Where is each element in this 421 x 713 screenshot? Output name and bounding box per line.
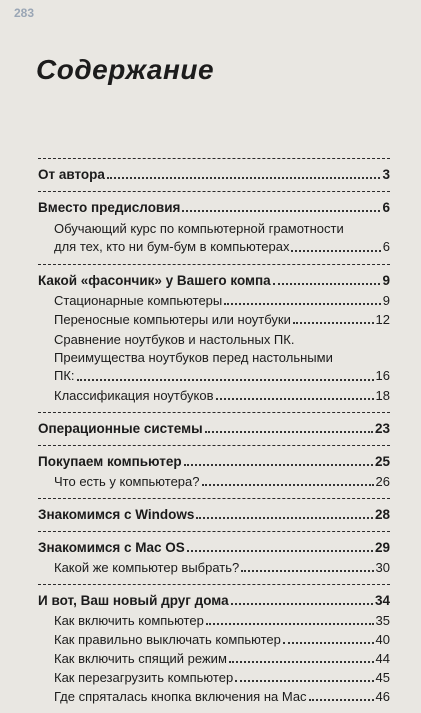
entry-title: Как включить спящий режим — [54, 651, 227, 666]
page-title: Содержание — [36, 54, 215, 85]
toc-section — [38, 264, 390, 412]
subsection-entry[interactable] — [38, 651, 390, 667]
entry-title: Операционные системы — [38, 421, 203, 436]
entry-title: Какой «фасончик» у Вашего компа — [38, 273, 271, 288]
entry-title: ПК: — [54, 368, 75, 383]
dot-leader — [202, 484, 374, 486]
dot-leader — [205, 431, 373, 433]
entry-title-line: Сравнение ноутбуков и настольных ПК. — [54, 332, 295, 347]
entry-title: Как включить компьютер — [54, 613, 204, 628]
entry-page: 46 — [375, 689, 390, 704]
entry-title: Вместо предисловия — [38, 200, 181, 215]
subsection-entry[interactable] — [38, 670, 390, 686]
entry-title: Стационарные компьютеры — [54, 293, 223, 308]
entry-page: 18 — [375, 388, 390, 403]
entry-title: Что есть у компьютера? — [54, 474, 200, 489]
entry-page: 29 — [374, 540, 390, 555]
entry-title: Классификация ноутбуков — [54, 388, 214, 403]
entry-page: 12 — [375, 312, 390, 327]
dot-leader — [107, 177, 381, 179]
entry-page: 40 — [375, 632, 390, 647]
toc-section — [38, 412, 390, 445]
dot-leader — [184, 464, 373, 466]
toc-section — [38, 498, 390, 531]
entry-title: Как правильно выключать компьютер — [54, 632, 281, 647]
entry-page: 6 — [382, 200, 390, 215]
dot-leader — [309, 699, 374, 701]
subsection-entry[interactable] — [38, 312, 390, 328]
subsection-entry[interactable] — [38, 293, 390, 309]
toc-section — [38, 191, 390, 264]
subsection-entry[interactable] — [38, 331, 390, 385]
entry-page: 16 — [375, 368, 390, 383]
dot-leader — [206, 623, 374, 625]
entry-page: 9 — [382, 293, 390, 308]
subsection-entry[interactable] — [38, 632, 390, 648]
entry-page: 45 — [375, 670, 390, 685]
dot-leader — [224, 303, 381, 305]
subsection-entry[interactable] — [38, 388, 390, 404]
dot-leader — [283, 642, 374, 644]
entry-last-line[interactable] — [54, 367, 390, 385]
dot-leader — [182, 210, 380, 212]
dot-leader — [273, 283, 381, 285]
subsection-entry[interactable] — [38, 560, 390, 576]
entry-page: 28 — [374, 507, 390, 522]
entry-title: Знакомимся с Windows — [38, 507, 195, 522]
page-number: 283 — [14, 6, 35, 20]
entry-title: Какой же компьютер выбрать? — [54, 560, 240, 575]
chapter-entry[interactable] — [38, 454, 390, 470]
entry-title: Покупаем компьютер — [38, 454, 182, 469]
entry-page: 34 — [374, 593, 390, 608]
entry-title-line: Преимущества ноутбуков перед настольными — [54, 350, 333, 365]
entry-title: для тех, кто ни бум-бум в компьютерах — [54, 239, 290, 254]
toc-section — [38, 584, 390, 713]
chapter-entry[interactable] — [38, 421, 390, 437]
subsection-entry[interactable] — [38, 613, 390, 629]
bleed-through-text — [238, 30, 241, 40]
entry-page: 6 — [382, 239, 390, 254]
chapter-entry[interactable] — [38, 507, 390, 523]
entry-last-line[interactable] — [54, 238, 390, 256]
dot-leader — [231, 603, 373, 605]
toc-section — [38, 445, 390, 498]
entry-page: 44 — [375, 651, 390, 666]
dot-leader — [187, 550, 373, 552]
chapter-entry[interactable] — [38, 593, 390, 609]
dot-leader — [241, 570, 373, 572]
entry-page: 26 — [375, 474, 390, 489]
dot-leader — [291, 250, 380, 252]
entry-title-line: Обучающий курс по компьютерной грамотности — [54, 221, 344, 236]
entry-title: От автора — [38, 167, 105, 182]
entry-page: 9 — [382, 273, 390, 288]
entry-title: И вот, Ваш новый друг дома — [38, 593, 229, 608]
dot-leader — [293, 322, 374, 324]
entry-page: 35 — [375, 613, 390, 628]
entry-title: Как перезагрузить компьютер — [54, 670, 234, 685]
entry-page: 23 — [374, 421, 390, 436]
toc-section — [38, 531, 390, 584]
subsection-entry[interactable] — [38, 689, 390, 705]
entry-title: Переносные компьютеры или ноутбуки — [54, 312, 291, 327]
entry-page: 3 — [382, 167, 390, 182]
entry-page: 25 — [374, 454, 390, 469]
chapter-entry[interactable] — [38, 540, 390, 556]
subsection-entry[interactable] — [38, 474, 390, 490]
chapter-entry[interactable] — [38, 273, 390, 289]
dot-leader — [77, 379, 374, 381]
subsection-entry[interactable] — [38, 220, 390, 256]
dot-leader — [229, 661, 374, 663]
dot-leader — [235, 680, 373, 682]
chapter-entry[interactable] — [38, 200, 390, 216]
table-of-contents — [38, 158, 390, 713]
dot-leader — [196, 517, 373, 519]
toc-section — [38, 158, 390, 191]
chapter-entry[interactable] — [38, 167, 390, 183]
dot-leader — [216, 398, 374, 400]
entry-page: 30 — [375, 560, 390, 575]
entry-title: Где спряталась кнопка включения на Мас — [54, 689, 307, 704]
entry-title: Знакомимся с Mac OS — [38, 540, 185, 555]
